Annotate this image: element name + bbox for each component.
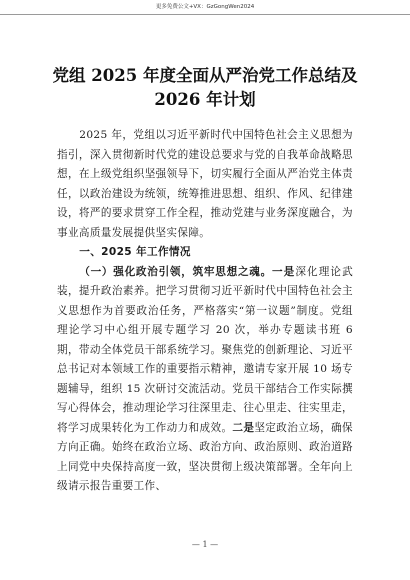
page-number: — 1 — <box>191 540 219 549</box>
title-line-2: 2026 年计划 <box>154 90 256 109</box>
point-text-2: 坚定政治立场，确保方向正确。始终在政治立场、政治方向、政治原则、政治道路上同党中央保持高度一致，坚决贯彻上级决策部署。全年向上级请示报告重要工作、 <box>57 421 353 492</box>
point-text-1: 深化理论武装，提升政治素养。把学习贯彻习近平新时代中国特色社会主义思想作为首要政治任务，严格落实“第一议题”制度。党组理论学习中心组开展专题学习 20 次，举办专题读书班 6 期，带动全体党员干部系统学习。聚焦党的创新理论、习近平总书记对本领域工作的重要指示精神，邀请专家开展 10 场专题辅导，组织 15 次研讨交流活动。党员干部结合工作实际撰写心得体会，推动理论学习往深里走、往心里走、往实里走，将学习成果转化为工作动力和成效。 <box>57 265 354 434</box>
document-title <box>40 64 370 112</box>
subsection-heading-1: （一）强化政治引领，筑牢思想之魂。 <box>79 265 272 278</box>
title-line-1: 党组 2025 年度全面从严治党工作总结及 <box>52 66 358 85</box>
document-body <box>57 126 353 497</box>
subsection-paragraph-1 <box>57 263 353 497</box>
header-banner: 更多免费公文+VX：GzGongWen2024 <box>0 0 410 15</box>
intro-paragraph: 2025 年，党组以习近平新时代中国特色社会主义思想为指引，深入贯彻新时代党的建设总要求与党的自我革命战略思想，在上级党组织坚强领导下，切实履行全面从严治党主体责任，以政治建设为统领，统筹推进思想、组织、作风、纪律建设，将严的要求贯穿工作全程，推动党建与业务深度融合，为事业高质量发展提供坚实保障。 <box>57 129 353 239</box>
point-lead-1: 一是 <box>271 265 296 278</box>
point-lead-2: 二是 <box>232 421 255 434</box>
section-heading-1: 一、2025 年工作情况 <box>79 246 191 258</box>
